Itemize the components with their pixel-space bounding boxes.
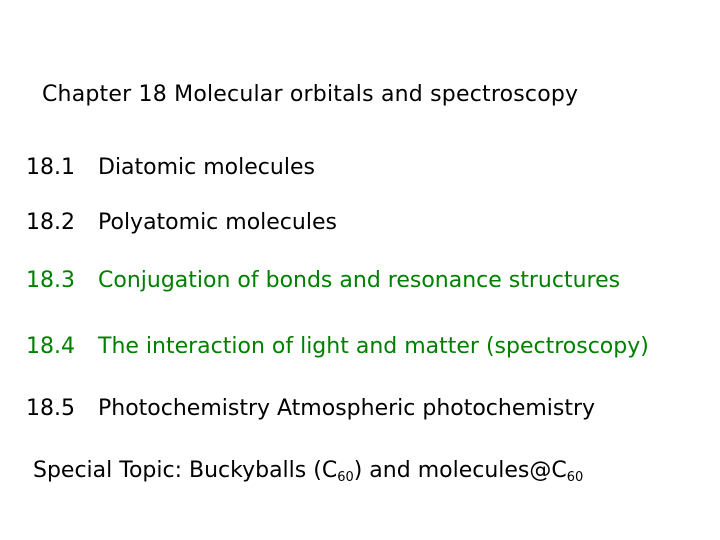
section-item-18-3	[26, 268, 620, 293]
section-label: The interaction of light and matter (spectroscopy)	[98, 334, 649, 359]
section-label: Polyatomic molecules	[98, 210, 337, 235]
section-number: 18.1	[26, 155, 75, 180]
section-number: 18.3	[26, 268, 75, 293]
section-label: Diatomic molecules	[98, 155, 315, 180]
special-topic-prefix: Special Topic: Buckyballs (C	[33, 458, 338, 483]
special-topic	[33, 458, 583, 485]
special-topic-middle: ) and molecules@C	[353, 458, 567, 483]
subscript: 60	[566, 470, 584, 485]
section-item-18-2	[26, 210, 337, 235]
section-item-18-4	[26, 334, 649, 359]
section-item-18-1	[26, 155, 315, 180]
section-number: 18.4	[26, 334, 75, 359]
section-label: Photochemistry Atmospheric photochemistry	[98, 396, 596, 421]
section-number: 18.5	[26, 396, 75, 421]
subscript: 60	[337, 470, 354, 485]
section-label: Conjugation of bonds and resonance structures	[98, 268, 621, 293]
section-number: 18.2	[26, 210, 75, 235]
section-item-18-5	[26, 396, 595, 421]
slide-title: Chapter 18 Molecular orbitals and spectroscopy	[42, 82, 579, 107]
